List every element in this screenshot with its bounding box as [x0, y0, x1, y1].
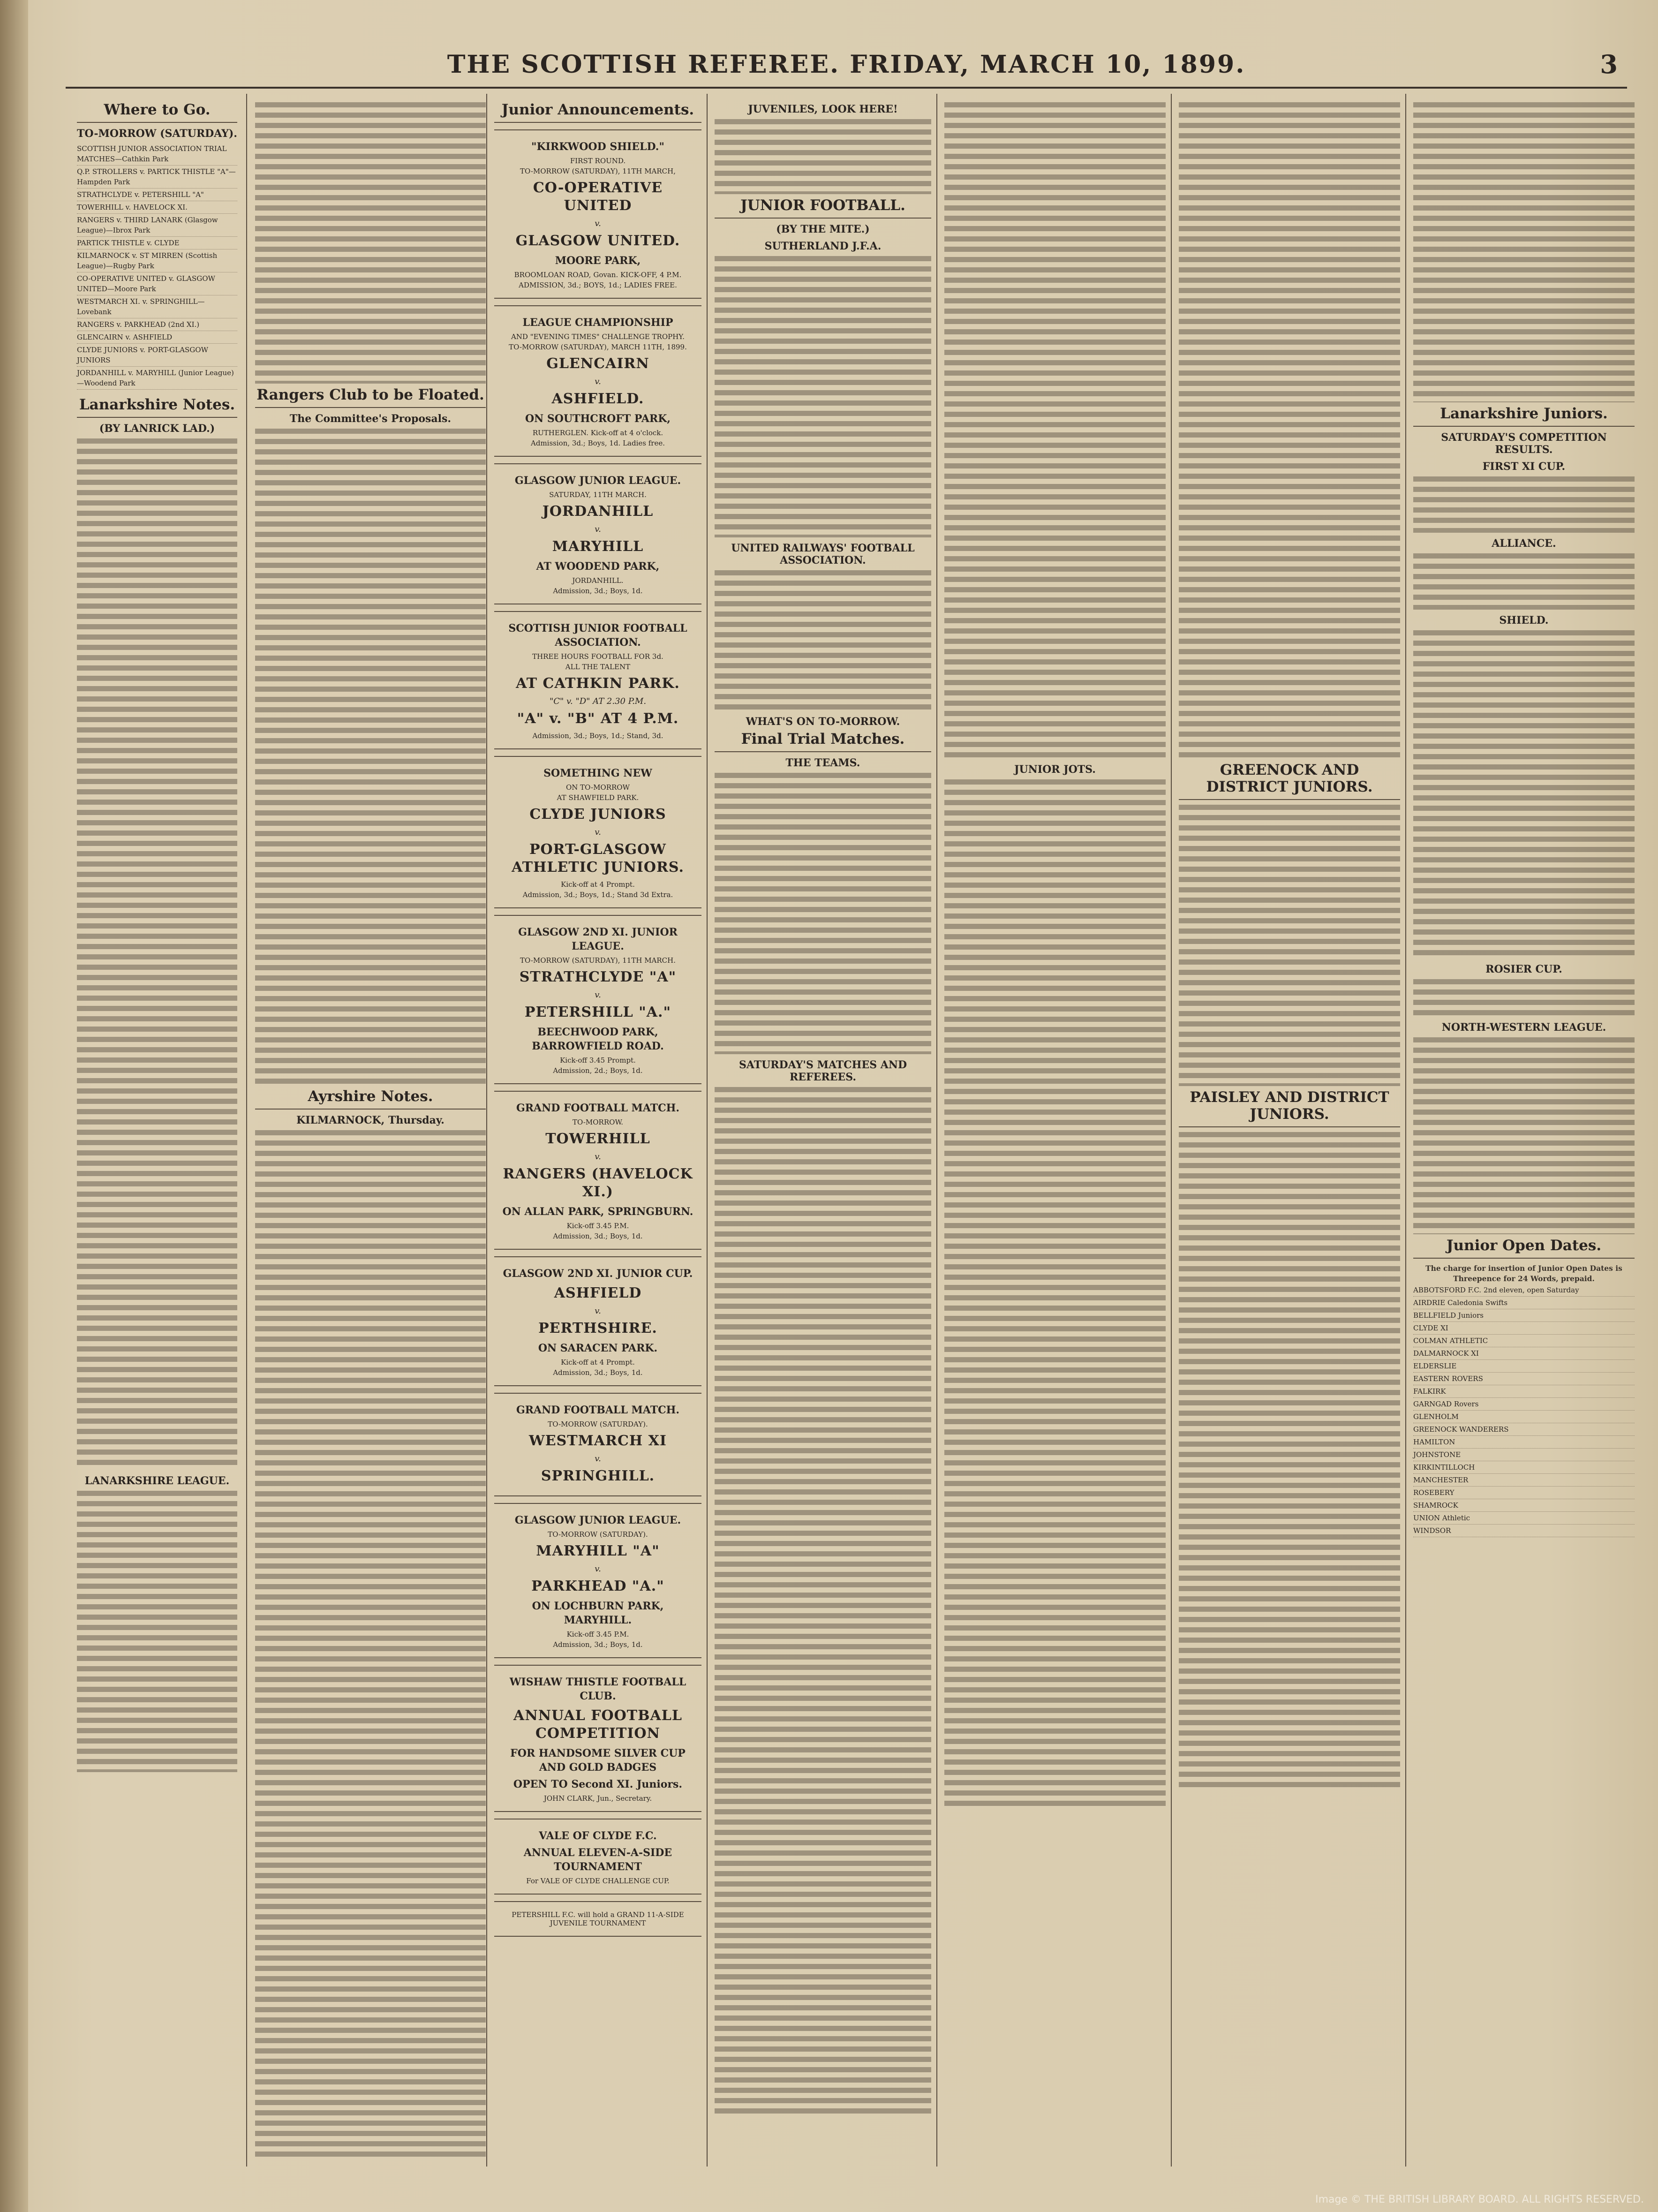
ad-admission: Admission, 3d.; Boys, 1d.; Stand 3d Extra.: [522, 891, 673, 899]
ad-date: TO-MORROW (SATURDAY), 11TH MARCH.: [520, 956, 676, 965]
ad-venue: MOORE PARK,: [555, 255, 641, 267]
ad-home-team: GLENCAIRN: [546, 355, 649, 372]
fixture-item: RANGERS v. PARKHEAD (2nd XI.): [77, 318, 237, 331]
ayrshire-notes-heading: Ayrshire Notes.: [255, 1088, 486, 1110]
ad-date: ALL THE TALENT: [565, 663, 631, 671]
announcement-ad: [494, 463, 701, 604]
announcement-ad: [494, 1256, 701, 1386]
ad-home-team: MARYHILL "A": [536, 1543, 660, 1559]
ad-date: SATURDAY, 11TH MARCH.: [549, 491, 647, 499]
saturday-matches-heading: SATURDAY'S MATCHES AND REFEREES.: [739, 1059, 907, 1083]
article-body: [255, 429, 486, 1085]
fixture-item: STRATHCLYDE v. PETERSHILL "A": [77, 189, 237, 201]
open-date-item: JOHNSTONE: [1413, 1449, 1635, 1461]
announcement-ad: [494, 611, 701, 749]
ad-admission: Admission, 3d.; Boys, 1d. Ladies free.: [531, 439, 665, 447]
article-body: [1179, 102, 1400, 759]
article-body: [77, 1491, 237, 1772]
ad-away-team: "A" v. "B" AT 4 P.M.: [517, 710, 679, 727]
ad-round: ON TO-MORROW: [565, 783, 630, 792]
ad-versus: v.: [595, 1306, 601, 1316]
lanarkshire-juniors-heading: Lanarkshire Juniors.: [1413, 405, 1635, 427]
column-5: [938, 94, 1172, 2171]
ad-venue: BEECHWOOD PARK, BARROWFIELD ROAD.: [532, 1026, 664, 1052]
ad-detail: Kick-off 3.45 Prompt.: [560, 1056, 636, 1064]
ad-detail: Kick-off at 4 Prompt.: [561, 880, 635, 889]
ad-away-team: PORT-GLASGOW ATHLETIC JUNIORS.: [512, 841, 684, 876]
ad-admission: Admission, 3d.; Boys, 1d.: [553, 1640, 643, 1649]
ad-versus: v.: [595, 1152, 601, 1162]
ad-home-team: TOWERHILL: [545, 1131, 650, 1147]
open-date-item: HAMILTON: [1413, 1436, 1635, 1449]
newspaper-title: THE SCOTTISH REFEREE. FRIDAY, MARCH 10, 1899.: [447, 50, 1246, 79]
open-date-item: CLYDE XI: [1413, 1322, 1635, 1335]
ad-venue: ON LOCHBURN PARK, MARYHILL.: [532, 1600, 664, 1626]
article-body: [1413, 553, 1635, 610]
juveniles-notice: JUVENILES, LOOK HERE!: [748, 103, 898, 115]
ad-venue: ON SOUTHCROFT PARK,: [525, 413, 671, 425]
open-date-item: ABBOTSFORD F.C. 2nd eleven, open Saturday: [1413, 1284, 1635, 1297]
ad-away-team: PETERSHILL "A.": [524, 1004, 671, 1020]
page-number: 3: [1600, 49, 1618, 79]
ad-detail: Kick-off 3.45 P.M.: [566, 1630, 629, 1638]
wishaw-ad: [494, 1665, 701, 1812]
ad-title: GLASGOW 2ND XI. JUNIOR LEAGUE.: [518, 926, 678, 952]
rangers-club-heading: Rangers Club to be Floated.: [255, 386, 486, 408]
fixture-item: WESTMARCH XI. v. SPRINGHILL—Lovebank: [77, 295, 237, 318]
article-body: [715, 1087, 931, 2119]
league-table-heading: LANARKSHIRE LEAGUE.: [84, 1475, 230, 1487]
article-body: [1179, 805, 1400, 1086]
fixture-item: CLYDE JUNIORS v. PORT-GLASGOW JUNIORS: [77, 344, 237, 367]
open-date-item: GARNGAD Rovers: [1413, 1398, 1635, 1411]
ad-title: GRAND FOOTBALL MATCH.: [516, 1102, 680, 1114]
ad-admission: Admission, 3d.; Boys, 1d.: [553, 587, 643, 595]
junior-football-byline: (BY THE MITE.): [776, 223, 870, 235]
ad-home-team: CO-OPERATIVE UNITED: [533, 180, 663, 214]
ad-date: TO-MORROW (SATURDAY), 11TH MARCH,: [520, 167, 676, 175]
ad-round: FIRST ROUND.: [570, 157, 626, 165]
announcement-list: [494, 129, 701, 1658]
article-body: [1413, 979, 1635, 1017]
fixture-item: JORDANHILL v. MARYHILL (Junior League)—Woodend Park: [77, 367, 237, 390]
open-date-item: ELDERSLIE: [1413, 1360, 1635, 1373]
lanarkshire-notes-byline: (BY LANRICK LAD.): [99, 423, 215, 435]
petershill-ad: [494, 1901, 701, 1937]
open-date-item: BELLFIELD Juniors: [1413, 1309, 1635, 1322]
announcement-ad: [494, 305, 701, 457]
open-date-item: AIRDRIE Caledonia Swifts: [1413, 1297, 1635, 1309]
article-body: [944, 102, 1166, 759]
shield-heading: SHIELD.: [1499, 614, 1549, 627]
open-date-item: WINDSOR: [1413, 1525, 1635, 1537]
first-xi-cup-heading: FIRST XI CUP.: [1482, 461, 1566, 473]
the-teams-heading: THE TEAMS.: [785, 757, 860, 769]
ad-venue: ON ALLAN PARK, SPRINGBURN.: [502, 1206, 693, 1218]
wishaw-title: WISHAW THISTLE FOOTBALL CLUB.: [509, 1676, 686, 1702]
rangers-club-subheading: The Committee's Proposals.: [289, 413, 452, 425]
ad-away-team: MARYHILL: [552, 538, 644, 555]
open-date-item: GLENHOLM: [1413, 1411, 1635, 1423]
ad-away-team: RANGERS (HAVELOCK XI.): [503, 1166, 693, 1200]
junior-jots-heading: JUNIOR JOTS.: [1014, 763, 1096, 776]
rosier-cup-heading: ROSIER CUP.: [1485, 963, 1562, 975]
paisley-heading: PAISLEY AND DISTRICT JUNIORS.: [1179, 1089, 1400, 1127]
north-western-heading: NORTH-WESTERN LEAGUE.: [1441, 1021, 1606, 1034]
fixture-item: TOWERHILL v. HAVELOCK XI.: [77, 201, 237, 214]
ad-admission: Admission, 3d.; Boys, 1d.: [553, 1368, 643, 1377]
article-body: [1179, 1132, 1400, 1789]
open-date-item: EASTERN ROVERS: [1413, 1373, 1635, 1385]
ad-detail: BROOMLOAN ROAD, Govan. KICK-OFF, 4 P.M.: [514, 271, 682, 279]
ad-title: SOMETHING NEW: [543, 767, 652, 779]
ayrshire-notes-dateline: KILMARNOCK, Thursday.: [296, 1114, 445, 1126]
article-body: [1413, 630, 1635, 959]
ad-date: AT SHAWFIELD PARK.: [557, 793, 639, 802]
alliance-heading: ALLIANCE.: [1492, 537, 1556, 550]
ad-home-team: ASHFIELD: [554, 1285, 642, 1301]
article-body: [1413, 476, 1635, 533]
announcement-ad: [494, 1091, 701, 1250]
lanarkshire-notes-heading: Lanarkshire Notes.: [77, 396, 237, 418]
ad-admission: Admission, 3d.; Boys, 1d.: [553, 1232, 643, 1240]
ad-title: GRAND FOOTBALL MATCH.: [516, 1404, 680, 1416]
column-rule: [246, 94, 247, 2167]
open-date-item: MANCHESTER: [1413, 1474, 1635, 1487]
ad-versus: v.: [595, 827, 601, 837]
column-6: [1172, 94, 1407, 2171]
article-body: [255, 1130, 486, 2162]
article-body: [715, 773, 931, 1054]
where-to-go-heading: Where to Go.: [77, 101, 237, 123]
petershill-text: PETERSHILL F.C. will hold a GRAND 11-A-SIDE JUVENILE TOURNAMENT: [512, 1910, 684, 1927]
announcement-ad: [494, 129, 701, 299]
fixture-item: PARTICK THISTLE v. CLYDE: [77, 237, 237, 249]
article-body: [715, 256, 931, 537]
ad-title: "KIRKWOOD SHIELD.": [531, 141, 664, 153]
ad-versus: v.: [595, 990, 601, 1000]
ad-admission: Admission, 3d.; Boys, 1d.; Stand, 3d.: [532, 732, 663, 740]
announcement-ad: [494, 756, 701, 908]
vale-line2: For VALE OF CLYDE CHALLENGE CUP.: [526, 1877, 670, 1885]
ad-home-team: AT CATHKIN PARK.: [516, 675, 680, 692]
column-2: [249, 94, 492, 2171]
ad-detail: RUTHERGLEN. Kick-off at 4 o'clock.: [532, 429, 663, 437]
copyright-watermark: Image © THE BRITISH LIBRARY BOARD. ALL RIGHTS RESERVED.: [1315, 2194, 1644, 2205]
wishaw-signature: JOHN CLARK, Jun., Secretary.: [543, 1794, 652, 1803]
ad-admission: ADMISSION, 3d.; BOYS, 1d.; LADIES FREE.: [519, 281, 677, 289]
ad-home-team: STRATHCLYDE "A": [519, 969, 677, 985]
fixture-item: CO-OPERATIVE UNITED v. GLASGOW UNITED—Moore Park: [77, 272, 237, 295]
ad-versus: "C" v. "D" AT 2.30 P.M.: [549, 696, 647, 706]
vale-title: VALE OF CLYDE F.C.: [539, 1830, 657, 1842]
column-4: [708, 94, 938, 2171]
vale-line1: ANNUAL ELEVEN-A-SIDE TOURNAMENT: [523, 1847, 672, 1873]
ad-title: GLASGOW JUNIOR LEAGUE.: [514, 1514, 681, 1526]
ad-away-team: PERTHSHIRE.: [538, 1320, 657, 1336]
article-body: [715, 570, 931, 711]
column-1: [70, 94, 244, 2171]
open-dates-heading: Junior Open Dates.: [1413, 1237, 1635, 1259]
fixture-item: Q.P. STROLLERS v. PARTICK THISTLE "A"—Hampden Park: [77, 166, 237, 189]
masthead: [66, 45, 1627, 89]
ad-versus: v.: [595, 377, 601, 386]
ad-versus: v.: [595, 219, 601, 228]
ad-title: GLASGOW JUNIOR LEAGUE.: [514, 475, 681, 487]
ad-detail: JORDANHILL.: [572, 576, 624, 585]
ad-away-team: GLASGOW UNITED.: [515, 233, 680, 249]
open-date-item: KIRKINTILLOCH: [1413, 1461, 1635, 1474]
ad-versus: v.: [595, 524, 601, 534]
open-date-item: SHAMROCK: [1413, 1499, 1635, 1512]
article-body: [1413, 102, 1635, 402]
railways-heading: UNITED RAILWAYS' FOOTBALL ASSOCIATION.: [731, 542, 915, 566]
column-3: [488, 94, 708, 2171]
wishaw-line2: FOR HANDSOME SILVER CUP AND GOLD BADGES: [510, 1747, 686, 1774]
column-7: [1407, 94, 1641, 2171]
fixture-item: SCOTTISH JUNIOR ASSOCIATION TRIAL MATCHES—Cathkin Park: [77, 143, 237, 166]
open-date-item: COLMAN ATHLETIC: [1413, 1335, 1635, 1347]
wishaw-line3: OPEN TO Second XI. Juniors.: [513, 1778, 683, 1790]
article-body: [255, 102, 486, 384]
ad-versus: v.: [595, 1454, 601, 1464]
ad-venue: ON SARACEN PARK.: [538, 1342, 658, 1354]
open-date-item: FALKIRK: [1413, 1385, 1635, 1398]
where-to-go-subheading: TO-MORROW (SATURDAY).: [77, 128, 237, 140]
final-trial-heading: Final Trial Matches.: [715, 731, 931, 752]
whats-on-heading: WHAT'S ON TO-MORROW.: [746, 716, 900, 728]
ad-away-team: PARKHEAD "A.": [531, 1578, 664, 1594]
ad-home-team: WESTMARCH XI: [529, 1433, 667, 1449]
open-date-item: UNION Athletic: [1413, 1512, 1635, 1525]
ad-away-team: SPRINGHILL.: [541, 1468, 655, 1484]
announcement-ad: [494, 1503, 701, 1658]
junior-announcements-heading: Junior Announcements.: [494, 101, 701, 123]
open-date-item: ROSEBERY: [1413, 1487, 1635, 1499]
announcement-ad: [494, 1393, 701, 1496]
article-body: [944, 779, 1166, 1811]
greenock-heading: GREENOCK AND DISTRICT JUNIORS.: [1179, 762, 1400, 800]
competition-results-heading: SATURDAY'S COMPETITION RESULTS.: [1441, 431, 1607, 456]
ad-round: TO-MORROW.: [572, 1118, 624, 1126]
ad-date: TO-MORROW (SATURDAY).: [548, 1530, 648, 1539]
ad-home-team: CLYDE JUNIORS: [529, 806, 666, 823]
ad-versus: v.: [595, 1564, 601, 1574]
fixture-list: [77, 143, 237, 390]
open-date-item: GREENOCK WANDERERS: [1413, 1423, 1635, 1436]
wishaw-line1: ANNUAL FOOTBALL COMPETITION: [513, 1707, 682, 1742]
article-body: [715, 119, 931, 194]
ad-detail: Kick-off at 4 Prompt.: [561, 1358, 635, 1366]
ad-date: TO-MORROW (SATURDAY), MARCH 11TH, 1899.: [509, 343, 687, 351]
ad-away-team: ASHFIELD.: [551, 391, 644, 407]
article-body: [77, 438, 237, 1470]
ad-title: SCOTTISH JUNIOR FOOTBALL ASSOCIATION.: [508, 622, 687, 649]
open-dates-list: [1413, 1284, 1635, 1537]
ad-detail: Kick-off 3.45 P.M.: [566, 1222, 629, 1230]
sutherland-heading: SUTHERLAND J.F.A.: [764, 240, 882, 252]
junior-football-heading: JUNIOR FOOTBALL.: [715, 197, 931, 219]
announcement-ad: [494, 915, 701, 1084]
open-date-item: DALMARNOCK XI: [1413, 1347, 1635, 1360]
open-dates-note: The charge for insertion of Junior Open Dates is Threepence for 24 Words, prepaid.: [1425, 1264, 1622, 1283]
ad-round: THREE HOURS FOOTBALL FOR 3d.: [532, 652, 663, 661]
fixture-item: RANGERS v. THIRD LANARK (Glasgow League)—Ibrox Park: [77, 214, 237, 237]
fixture-item: KILMARNOCK v. ST MIRREN (Scottish League)—Rugby Park: [77, 249, 237, 272]
fixture-item: GLENCAIRN v. ASHFIELD: [77, 331, 237, 344]
ad-title: LEAGUE CHAMPIONSHIP: [522, 317, 673, 329]
vale-ad: [494, 1819, 701, 1895]
ad-round: AND "EVENING TIMES" CHALLENGE TROPHY.: [511, 332, 685, 341]
ad-venue: AT WOODEND PARK,: [536, 560, 660, 573]
binding-gutter: [0, 0, 28, 2212]
ad-date: TO-MORROW (SATURDAY).: [548, 1420, 648, 1428]
ad-admission: Admission, 2d.; Boys, 1d.: [553, 1066, 643, 1075]
article-body: [1413, 1037, 1635, 1234]
ad-title: GLASGOW 2ND XI. JUNIOR CUP.: [503, 1268, 693, 1280]
ad-home-team: JORDANHILL: [542, 503, 654, 520]
